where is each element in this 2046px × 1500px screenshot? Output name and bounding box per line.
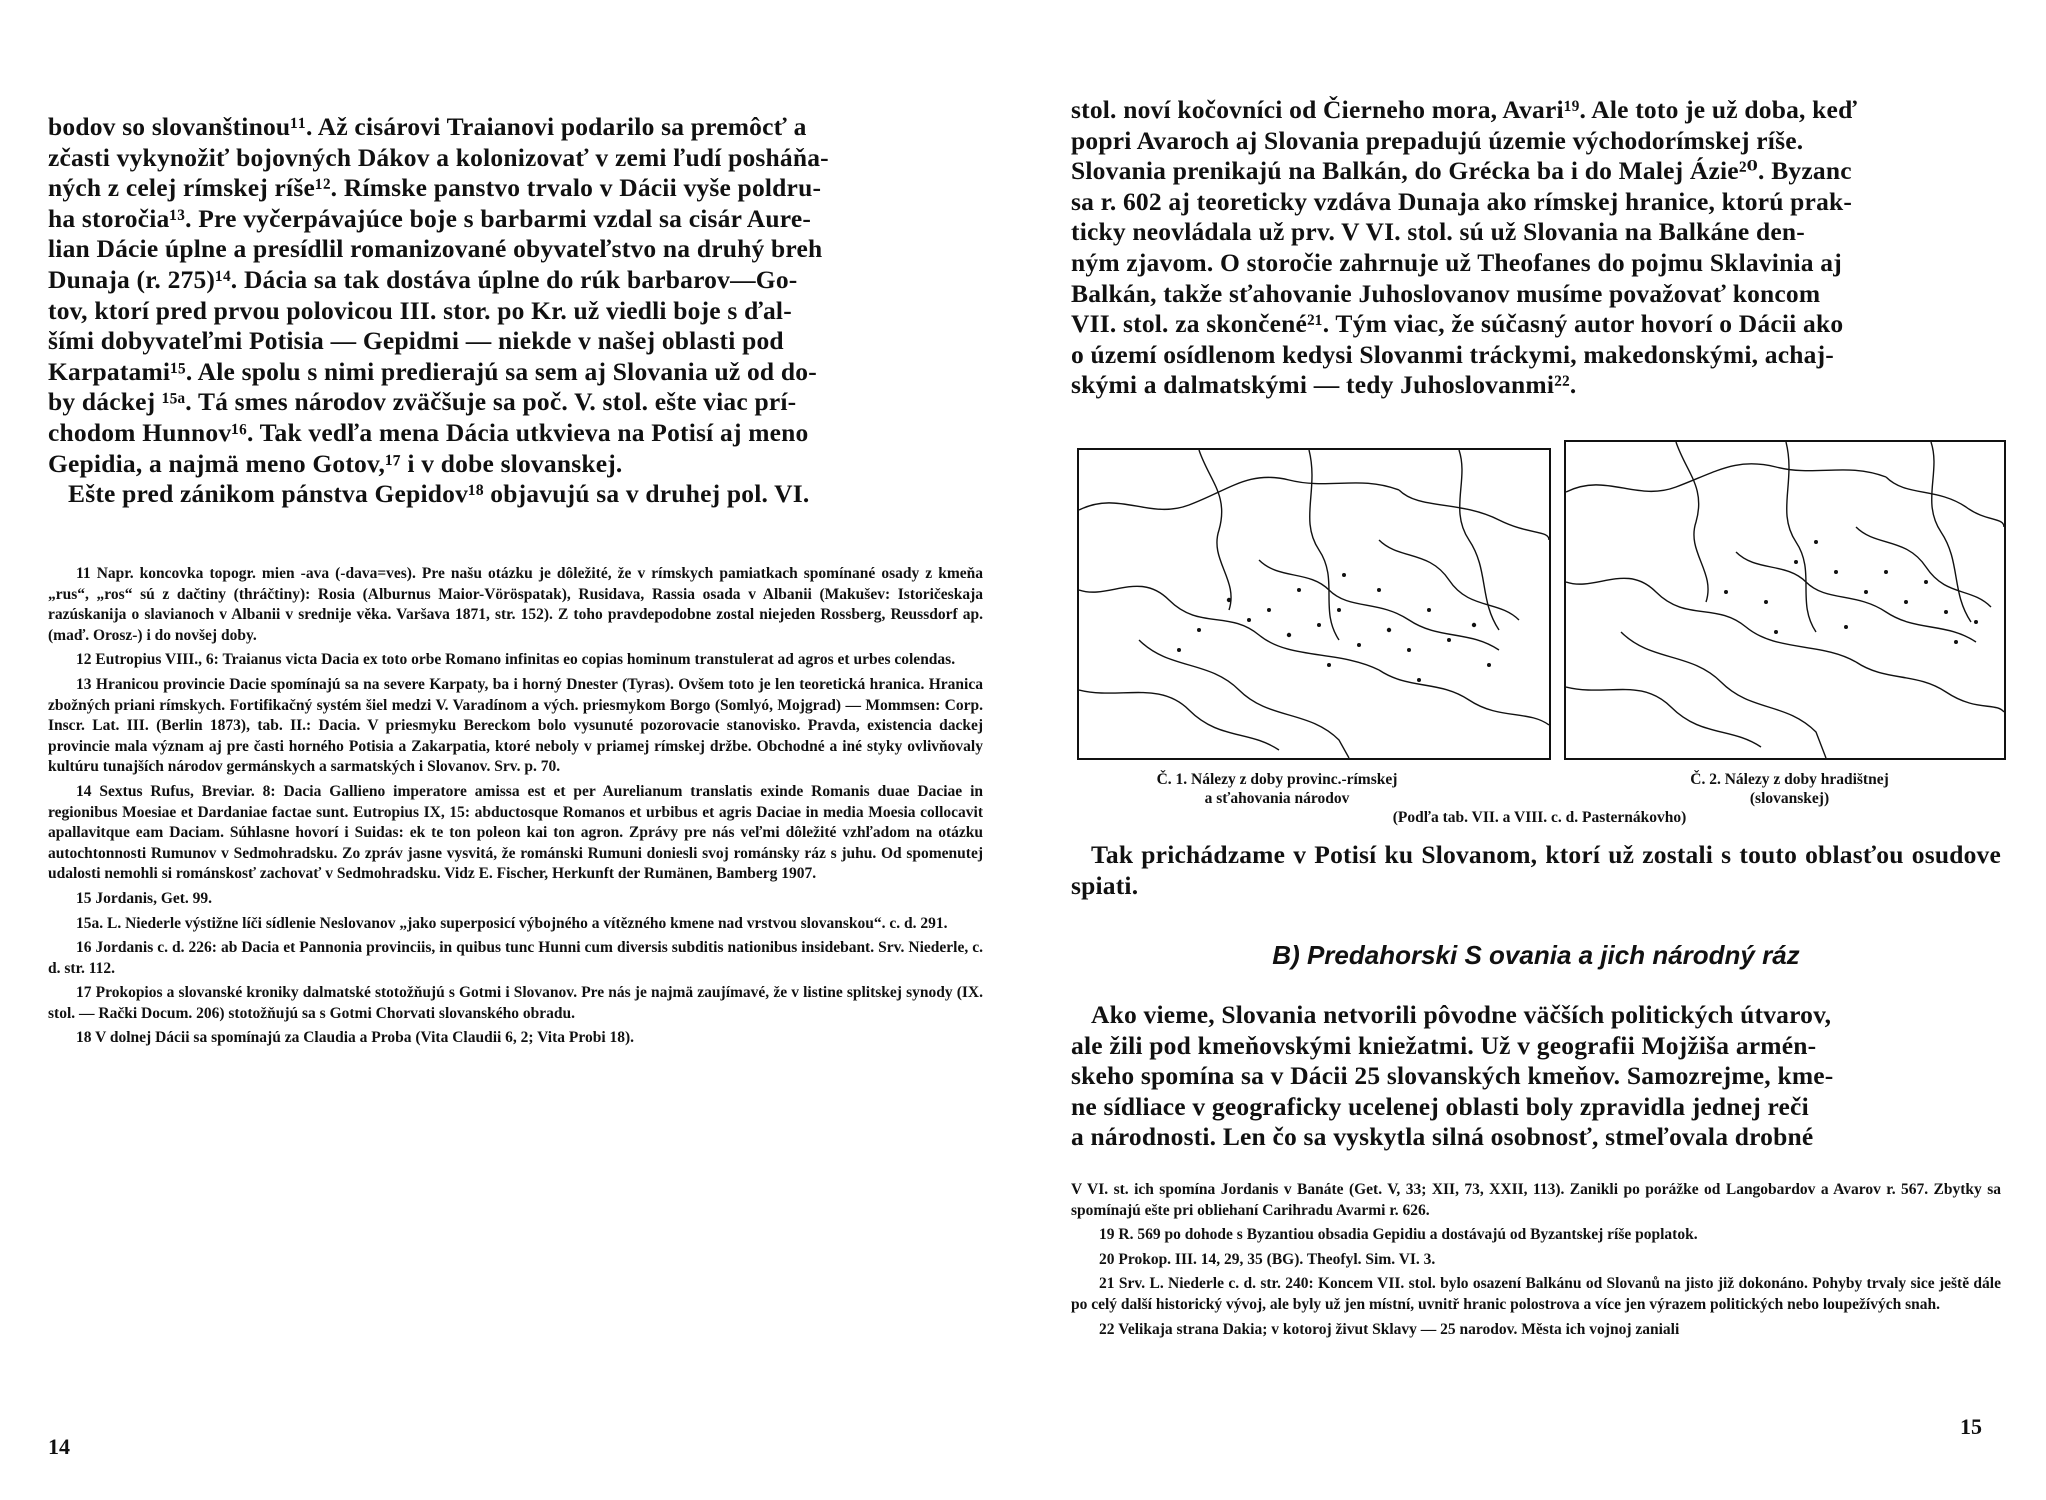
body-line: ne sídliace v geograficky ucelenej oblasti boly zpravidla jednej reči bbox=[1071, 1091, 1809, 1121]
map-1-drawing bbox=[1079, 450, 1549, 758]
map-2-caption: Č. 2. Nálezy z doby hradištnej (slovanskej) bbox=[1690, 771, 1889, 807]
page-number: 14 bbox=[48, 1434, 70, 1459]
body-paragraph: Tak prichádzame v Potisí ku Slovanom, ktorí už zostali s touto oblasťou osudove spiati. bbox=[1071, 840, 2001, 900]
body-line: ha storočia¹³. Pre vyčerpávajúce boje s barbarmi vzdal sa cisár Aure- bbox=[48, 203, 812, 233]
footnote: V VI. st. ich spomína Jordanis v Banáte (Get. V, 33; XII, 73, XXII, 113). Zanikli po porážke od Langobardov a Avarov r. 567. Zbytky sa spomínajú ešte pri obliehaní Carihradu Avarmi r. 626. bbox=[1071, 1181, 2001, 1219]
body-line: lian Dácie úplne a presídlil romanizované obyvateľstvo na druhý breh bbox=[48, 234, 823, 264]
map-2-drawing bbox=[1566, 442, 2004, 758]
map-hillfort-period-finds bbox=[1564, 440, 2006, 760]
footnote: 21 Srv. L. Niederle c. d. str. 240: Koncem VII. stol. bylo osazení Balkánu od Slovanů na jisto již dokonáno. Pohyby trvaly sice ještě dále po celý další historický vývoj, ale byly už jen místní, uvnitř hranic polostrova a více jen výrazem politických nebo loupežívých snah. bbox=[1071, 1275, 2001, 1313]
footnote: 19 R. 569 po dohode s Byzantiou obsadia Gepidiu a dostávajú od Byzantskej ríše poplatok. bbox=[1099, 1226, 1698, 1244]
map-source-caption: (Podľa tab. VII. a VIII. c. d. Pasternákovho) bbox=[1392, 809, 1687, 826]
body-line: skými a dalmatskými — tedy Juhoslovanmi²². bbox=[1071, 370, 1577, 400]
body-line: tov, ktorí pred prvou polovicou III. stor. po Kr. už viedli boje s ďal- bbox=[48, 295, 792, 325]
body-line: popri Avaroch aj Slovania prepadujú územie východorímskej ríše. bbox=[1071, 125, 1804, 155]
right-section-text bbox=[1071, 1000, 2001, 1153]
body-line: by dáckej ¹⁵ᵃ. Tá smes národov zväčšuje sa poč. V. stol. ešte viac prí- bbox=[48, 387, 797, 417]
footnote: 17 Prokopios a slovanské kroniky dalmatské stotožňujú s Gotmi i Slovanov. Pre nás je najmä zaujímavé, že v listine splitskej synody (IX. stol. — Rački Docum. 206) stotožňujú sa s Gotmi Chorvati slovanského obradu. bbox=[48, 984, 983, 1022]
body-line: ným zjavom. O storočie zahrnuje už Theofanes do pojmu Sklavinia aj bbox=[1071, 247, 1842, 277]
body-line: Ako vieme, Slovania netvorili pôvodne väčších politických útvarov, bbox=[1091, 1000, 1832, 1029]
body-line: zčasti vykynožiť bojovných Dákov a kolonizovať v zemi ľudí posháňa- bbox=[48, 142, 829, 172]
body-line: a národnosti. Len čo sa vyskytla silná osobnosť, stmeľovala drobné bbox=[1071, 1122, 1814, 1152]
right-body-text-after-maps bbox=[1071, 840, 2001, 901]
body-line: šími dobyvateľmi Potisia — Gepidmi — niekde v našej oblasti pod bbox=[48, 326, 784, 356]
body-line: o území osídlenom kedysi Slovanmi tráckymi, makedonskými, achaj- bbox=[1071, 339, 1834, 369]
body-line: Balkán, takže sťahovanie Juhoslovanov musíme považovať koncom bbox=[1071, 278, 1821, 308]
body-line: ale žili pod kmeňovskými kniežatmi. Už v geografii Mojžiša armén- bbox=[1071, 1030, 1817, 1060]
left-footnotes bbox=[48, 564, 983, 1053]
footnote: 14 Sextus Rufus, Breviar. 8: Dacia Gallieno imperatore amissa est et per Aurelianum translatis exinde Romanis duae Daciae in regionibus Moesiae et Dardaniae factae sunt. Eutropius IX, 15: abductosque Romanos et urbibus et agris Daciae in media Moesia collocavit apallavitque eam Daciam. Súhlasne hovorí i Suidas: ek te ton poleon kai ton agron. Zprávy pre nás veľmi dôležité vzhľadom na otázku autochtonnosti Rumunov v Sedmohradsku. Zo zpráv jasne vysvitá, že románski Rumuni doniesli svoj románsky ráz s juhu. Od spomenutej udalosti nemohli si románskosť zachovať v Sedmohradsku. Vidz E. Fischer, Herkunft der Rumänen, Bamberg 1907. bbox=[48, 782, 983, 883]
body-line: bodov so slovanštinou¹¹. Až cisárovi Traianovi podarilo sa premôcť a bbox=[48, 112, 807, 141]
body-line: Karpatami¹⁵. Ale spolu s nimi predierajú sa sem aj Slovania už od do- bbox=[48, 356, 817, 386]
body-line: skeho spomína sa v Dácii 25 slovanských kmeňov. Samozrejme, kme- bbox=[1071, 1061, 1834, 1091]
body-line: Dunaja (r. 275)¹⁴. Dácia sa tak dostáva úplne do rúk barbarov—Go- bbox=[48, 264, 798, 294]
footnote: 22 Velikaja strana Dakia; v kotoroj živut Sklavy — 25 narodov. Města ich vojnoj zaniali bbox=[1099, 1320, 1680, 1338]
section-title: B) Predahorski S ovania a jich národný ráz bbox=[1272, 940, 1800, 970]
footnote: 11 Napr. koncovka topogr. mien -ava (-dava=ves). Pre našu otázku je dôležité, že v rímskych pamiatkach spomínané osady z kmeňa „rus“, „ros“ sú z dačtiny (thráčtiny): Rosia (Alburnus Maior-Vöröspatak), Rusidava, Rassia osada v Albanii (Makušev: Istoričeskaja razúskanija o slavianoch v Albanii v srednije věka. Varšava 1871, str. 152). Z toho pravdepodobne zostal niejeden Rossberg, Reussdorf ap. (maď. Orosz-) i do novšej doby. bbox=[48, 565, 983, 644]
footnote: 15 Jordanis, Get. 99. bbox=[76, 889, 213, 907]
map-provincial-roman-finds bbox=[1077, 448, 1551, 760]
body-line: ticky neovládala už prv. V VI. stol. sú už Slovania na Balkáne den- bbox=[1071, 217, 1805, 247]
footnote: 16 Jordanis c. d. 226: ab Dacia et Pannonia provinciis, in quibus tunc Hunni cum diversis subditis nationibus insidebant. Srv. Niederle, c. d. str. 112. bbox=[48, 939, 983, 977]
body-line: Slovania prenikajú na Balkán, do Grécka ba i do Malej Ázie²⁰. Byzanc bbox=[1071, 156, 1852, 186]
right-footnotes bbox=[1071, 1180, 2001, 1344]
left-body-text bbox=[48, 112, 983, 510]
page-number: 15 bbox=[1960, 1414, 1982, 1439]
footnote: 13 Hranicou provincie Dacie spomínajú sa na severe Karpaty, ba i horný Dnester (Tyras). Ovšem toto je len teoretická hranica. Hranica zbožných priani rímskych. Fortifikačný systém šiel medzi V. Varadínom a vých. priesmykom Borgo (Somlyó, Mojgrad) — Mommsen: Corp. Inscr. Lat. III. (Berlin 1873), tab. II.: Dacia. V priesmyku Bereckom bolo vysunuté pozorovacie stanovisko. Pravda, existencia dackej provincie mala význam aj pre časti horného Potisia a Zakarpatia, ktoré neboly v priamej rímskej držbe. Obchodné a iné styky ovlivňovaly kultúru tunajších národov germánskych a sarmatských i Slovanov. Srv. p. 70. bbox=[48, 675, 983, 776]
right-body-text bbox=[1071, 95, 2001, 401]
map-1-caption: Č. 1. Nálezy z doby provinc.-rímskej a sťahovania národov bbox=[1156, 771, 1398, 807]
footnote: 12 Eutropius VIII., 6: Traianus victa Dacia ex toto orbe Romano infinitas eo copias hominum transtulerat ad agros et urbes colendas. bbox=[76, 651, 956, 669]
right-page bbox=[1023, 0, 2046, 1500]
footnote: 18 V dolnej Dácii sa spomínajú za Claudia a Proba (Vita Claudii 6, 2; Vita Probi 18). bbox=[76, 1029, 635, 1047]
footnote: 15a. L. Niederle výstižne líči sídlenie Neslovanov „jako superposicí výbojného a vítězného kmene nad vrstvou slovanskou“. c. d. 291. bbox=[76, 914, 948, 932]
body-line: VII. stol. za skončené²¹. Tým viac, že súčasný autor hovorí o Dácii ako bbox=[1071, 309, 1844, 339]
body-line: chodom Hunnov¹⁶. Tak vedľa mena Dácia utkvieva na Potisí aj meno bbox=[48, 417, 809, 447]
body-line: Gepidia, a najmä meno Gotov,¹⁷ i v dobe slovanskej. bbox=[48, 448, 623, 478]
body-line: sa r. 602 aj teoreticky vzdáva Dunaja ako rímskej hranice, ktorú prak- bbox=[1071, 186, 1853, 216]
body-line: stol. noví kočovníci od Čierneho mora, Avari¹⁹. Ale toto je už doba, keď bbox=[1071, 95, 1857, 124]
body-line: Ešte pred zánikom pánstva Gepidov¹⁸ objavujú sa v druhej pol. VI. bbox=[68, 479, 810, 509]
footnote: 20 Prokop. III. 14, 29, 35 (BG). Theofyl. Sim. VI. 3. bbox=[1099, 1250, 1436, 1268]
body-line: ných z celej rímskej ríše¹². Rímske panstvo trvalo v Dácii vyše poldru- bbox=[48, 173, 822, 203]
